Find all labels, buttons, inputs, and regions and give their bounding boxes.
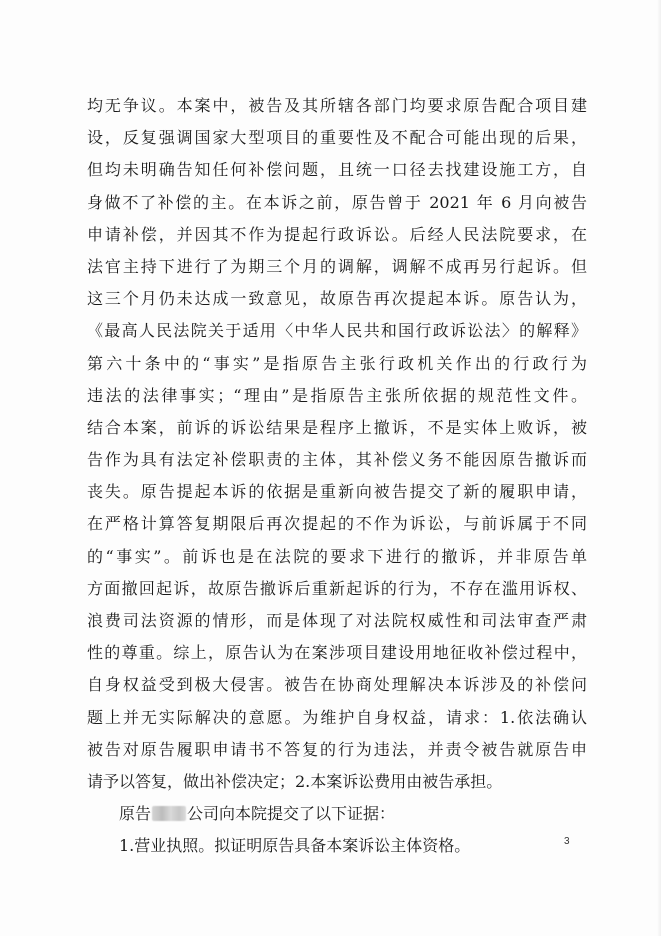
paragraph-line: 丧失。原告提起本诉的依据是重新向被告提交了新的履职申请， xyxy=(87,482,587,502)
paragraph-line: 请予以答复，做出补偿决定；2.本案诉讼费用由被告承担。 xyxy=(87,771,503,791)
paragraph-line: 设，反复强调国家大型项目的重要性及不配合可能出现的后果， xyxy=(87,128,587,148)
paragraph-line: 浪费司法资源的情形，而是体现了对法院权威性和司法审查严肃 xyxy=(87,611,587,630)
paragraph-line: 《最高人民法院关于适用〈中华人民共和国行政诉讼法〉的解释》 xyxy=(87,321,587,341)
redacted-company-name xyxy=(152,806,186,821)
paragraph-line: 自身权益受到极大侵害。被告在协商处理解决本诉涉及的补偿问 xyxy=(87,675,587,695)
paragraph-line: 法官主持下进行了为期三个月的调解，调解不成再另行起诉。但 xyxy=(87,256,587,276)
paragraph-line: 这三个月仍未达成一致意见，故原告再次提起本诉。原告认为， xyxy=(87,289,587,309)
paragraph-line: 在严格计算答复期限后再次提起的不作为诉讼，与前诉属于不同 xyxy=(87,514,587,534)
paragraph-line: 告作为具有法定补偿职责的主体，其补偿义务不能因原告撤诉而 xyxy=(87,450,587,470)
scan-edge-shadow xyxy=(657,0,661,936)
evidence-intro xyxy=(87,798,587,830)
paragraph-line: 题上并无实际解决的意愿。为维护自身权益，请求：1.依法确认 xyxy=(87,707,587,727)
paragraph-line: 的“事实”。前诉也是在法院的要求下进行的撤诉，并非原告单 xyxy=(87,546,587,566)
paragraph-line: 第六十条中的“事实”是指原告主张行政机关作出的行政行为 xyxy=(87,353,587,373)
evidence-item-1: 1.营业执照。拟证明原告具备本案诉讼主体资格。 xyxy=(119,836,471,856)
document-body xyxy=(87,90,587,863)
paragraph-line: 结合本案，前诉的诉讼结果是程序上撤诉，不是实体上败诉，被 xyxy=(87,417,587,437)
evidence-intro-prefix: 原告 xyxy=(119,804,152,824)
paragraph-line: 均无争议。本案中，被告及其所辖各部门均要求原告配合项目建 xyxy=(87,96,587,115)
paragraph-line: 违法的法律事实；“理由”是指原告主张所依据的规范性文件。 xyxy=(87,385,587,405)
paragraph-line: 但均未明确告知任何补偿问题，且统一口径去找建设施工方，自 xyxy=(87,160,587,180)
paragraph-line: 身做不了补偿的主。在本诉之前，原告曾于 2021 年 6 月向被告 xyxy=(87,192,587,212)
page-number: 3 xyxy=(564,836,570,847)
evidence-intro-suffix: 公司向本院提交了以下证据： xyxy=(187,804,396,824)
paragraph-line: 申请补偿，并因其不作为提起行政诉讼。后经人民法院要求，在 xyxy=(87,224,587,244)
paragraph-line: 性的尊重。综上，原告认为在案涉项目建设用地征收补偿过程中， xyxy=(87,643,587,663)
paragraph-line: 方面撤回起诉，故原告撤诉后重新起诉的行为，不存在滥用诉权、 xyxy=(87,578,587,598)
paragraph-line: 被告对原告履职申请书不答复的行为违法，并责令被告就原告申 xyxy=(87,739,587,759)
